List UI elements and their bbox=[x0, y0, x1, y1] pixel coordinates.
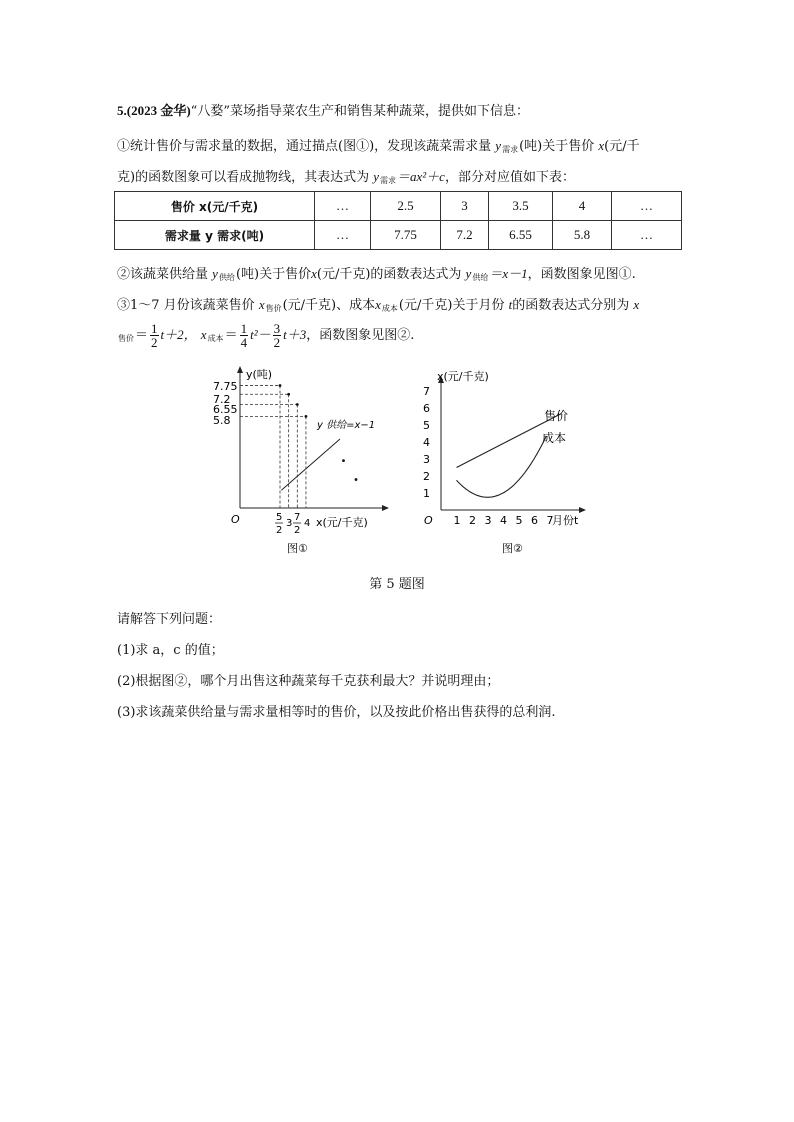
demand-point bbox=[342, 459, 345, 462]
info-text: 克)的函数图象可以看成抛物线，其表达式为 bbox=[117, 170, 370, 185]
ytick-label: 5 bbox=[423, 419, 430, 432]
ytick-label: 6 bbox=[423, 402, 430, 415]
math-subscript: 需求 bbox=[380, 176, 396, 185]
table-row bbox=[115, 192, 682, 221]
cost-equation-part: t＋3 bbox=[283, 327, 307, 342]
table-cell: … bbox=[315, 221, 371, 250]
table-header-price: 售价 x(元/千克) bbox=[115, 192, 315, 221]
problem-source: (2023 金华) bbox=[126, 103, 191, 118]
figure1-ylabel: y(吨) bbox=[246, 368, 273, 381]
xtick-7-2-num: 7 bbox=[294, 512, 301, 523]
info-text: ③1～7 月份该蔬菜售价 bbox=[117, 298, 255, 313]
figure1-origin: O bbox=[231, 513, 240, 526]
fraction-one-quarter bbox=[240, 322, 249, 349]
math-var: y bbox=[495, 138, 502, 153]
xtick-label: 2 bbox=[469, 514, 476, 527]
info-item-1-line2 bbox=[117, 166, 575, 186]
ytick-label: 7.2 bbox=[213, 393, 231, 406]
info-item-3-line2 bbox=[117, 322, 414, 349]
figure1-caption: 图① bbox=[287, 542, 308, 555]
xtick-label: 6 bbox=[531, 514, 538, 527]
xtick-label: 1 bbox=[453, 514, 461, 527]
math-subscript: 成本 bbox=[207, 334, 224, 343]
info-item-1-line1 bbox=[117, 135, 640, 155]
info-item-2 bbox=[117, 263, 636, 283]
info-text: (吨)关于售价 bbox=[235, 267, 312, 282]
question-3: (3)求该蔬菜供给量与需求量相等时的售价，以及按此价格出售获得的总利润. bbox=[117, 705, 556, 720]
ytick-label: 7.75 bbox=[213, 380, 238, 393]
xtick-3: 3 bbox=[286, 518, 293, 529]
info-text: (吨)关于售价 bbox=[519, 139, 595, 154]
math-var: y bbox=[212, 266, 218, 281]
y-axis-arrow bbox=[237, 366, 243, 373]
info-text: (元/千克)的函数表达式为 bbox=[316, 267, 462, 282]
table-cell: 3.5 bbox=[489, 192, 553, 221]
info-text: ②该蔬菜供给量 bbox=[117, 267, 209, 282]
table-header-demand: 需求量 y 需求(吨) bbox=[115, 221, 315, 250]
xtick-4: 4 bbox=[304, 518, 311, 529]
xtick-7-2-den: 2 bbox=[294, 525, 301, 536]
xtick-label: 5 bbox=[515, 514, 523, 527]
xtick-label: 4 bbox=[500, 514, 507, 527]
math-subscript: 成本 bbox=[381, 304, 398, 313]
info-item-3-line1 bbox=[117, 294, 639, 314]
questions-prompt: 请解答下列问题： bbox=[117, 612, 222, 627]
question-2: (2)根据图②，哪个月出售这种蔬菜每千克获利最大？并说明理由； bbox=[117, 674, 500, 689]
table-cell: … bbox=[315, 192, 371, 221]
supply-line-label: y 供给=x−1 bbox=[317, 420, 376, 431]
info-text: (元/千克)、成本 bbox=[282, 298, 376, 313]
table-cell: 6.55 bbox=[489, 221, 553, 250]
table-cell: 4 bbox=[553, 192, 612, 221]
figure1-xlabel: x(元/千克) bbox=[316, 516, 368, 529]
price-demand-table bbox=[114, 191, 682, 250]
fraction-numerator: 1 bbox=[151, 321, 158, 336]
x-axis-arrow bbox=[579, 507, 586, 513]
math-op: ＝ bbox=[135, 328, 149, 343]
math-var: x bbox=[311, 266, 317, 281]
math-var: y bbox=[373, 169, 379, 184]
table-cell: … bbox=[612, 221, 682, 250]
ytick-label: 7 bbox=[423, 385, 430, 398]
supply-line bbox=[281, 439, 340, 490]
figure2-origin: O bbox=[424, 514, 433, 527]
figure2-ylabel: x(元/千克) bbox=[437, 370, 489, 383]
info-text: (元/千 bbox=[604, 139, 640, 154]
price-series-label: 售价 bbox=[544, 409, 569, 423]
supply-equation: ＝x－1 bbox=[489, 266, 528, 281]
figure-2 bbox=[418, 362, 598, 562]
demand-point bbox=[279, 384, 282, 387]
demand-point bbox=[355, 478, 358, 481]
info-text: (元/千克)关于月份 bbox=[398, 298, 505, 313]
math-var: x bbox=[633, 297, 640, 312]
xtick-5-2-den: 2 bbox=[276, 525, 283, 536]
xtick-5-2-num: 5 bbox=[276, 512, 283, 523]
table-cell: 3 bbox=[441, 192, 489, 221]
demand-point bbox=[296, 403, 299, 406]
info-text: 的函数表达式分别为 bbox=[512, 298, 630, 313]
question-1: (1)求 a，c 的值； bbox=[117, 643, 224, 658]
demand-point bbox=[287, 393, 290, 396]
table-cell: 5.8 bbox=[553, 221, 612, 250]
math-subscript: 供给 bbox=[218, 273, 235, 282]
table-cell: 2.5 bbox=[371, 192, 441, 221]
cost-equation-part: t²－ bbox=[250, 327, 271, 342]
cost-curve bbox=[457, 436, 547, 497]
table-cell: … bbox=[612, 192, 682, 221]
fraction-denominator: 2 bbox=[273, 335, 281, 350]
xtick-label: 7 bbox=[546, 514, 554, 527]
problem-title-line bbox=[117, 100, 529, 119]
info-text: ，函数图象见图①. bbox=[527, 267, 636, 282]
fraction-denominator: 2 bbox=[151, 335, 158, 350]
math-subscript: 售价 bbox=[118, 334, 134, 343]
table-cell: 7.2 bbox=[441, 221, 489, 250]
ytick-label: 6.55 bbox=[213, 403, 238, 416]
ytick-label: 3 bbox=[423, 453, 430, 466]
cost-series-label: 成本 bbox=[542, 431, 567, 445]
math-op: ＝ bbox=[224, 328, 238, 343]
math-var: y bbox=[465, 266, 472, 281]
math-var: x bbox=[200, 327, 207, 342]
figure-1 bbox=[213, 362, 395, 562]
figure2-xlabel: 月份t bbox=[552, 514, 579, 527]
fraction-numerator: 3 bbox=[273, 321, 281, 336]
math-subscript: 售价 bbox=[265, 304, 282, 313]
fraction-three-halves bbox=[273, 322, 282, 349]
math-var: x bbox=[258, 297, 265, 312]
x-axis-arrow bbox=[382, 505, 389, 511]
figure-caption: 第 5 题图 bbox=[369, 577, 425, 592]
math-subscript: 供给 bbox=[472, 273, 489, 282]
fraction-numerator: 1 bbox=[240, 321, 248, 336]
math-var: x bbox=[598, 138, 605, 153]
ytick-label: 2 bbox=[423, 470, 430, 483]
ytick-label: 1 bbox=[423, 487, 430, 500]
problem-intro: “八婺”菜场指导菜农生产和销售某种蔬菜，提供如下信息： bbox=[190, 104, 529, 119]
math-var: x bbox=[375, 297, 381, 312]
price-equation-tail: t＋2， bbox=[160, 327, 197, 342]
ytick-label: 4 bbox=[423, 436, 430, 449]
math-var: t bbox=[508, 297, 513, 312]
info-text: ，部分对应值如下表： bbox=[444, 170, 575, 185]
table-cell: 7.75 bbox=[371, 221, 441, 250]
fraction-denominator: 4 bbox=[240, 335, 248, 350]
math-subscript: 需求 bbox=[502, 145, 519, 154]
table-row bbox=[115, 221, 682, 250]
xtick-label: 3 bbox=[484, 514, 492, 527]
figure2-caption: 图② bbox=[502, 542, 523, 555]
ytick-label: 5.8 bbox=[213, 414, 231, 427]
demand-equation: ＝ax²＋c bbox=[397, 169, 445, 184]
info-text: ，函数图象见图②. bbox=[306, 328, 415, 343]
fraction-one-half bbox=[150, 322, 159, 349]
demand-point bbox=[305, 415, 308, 418]
info-text: ①统计售价与需求量的数据，通过描点(图①)，发现该蔬菜需求量 bbox=[117, 139, 492, 154]
problem-number: 5. bbox=[117, 103, 127, 118]
